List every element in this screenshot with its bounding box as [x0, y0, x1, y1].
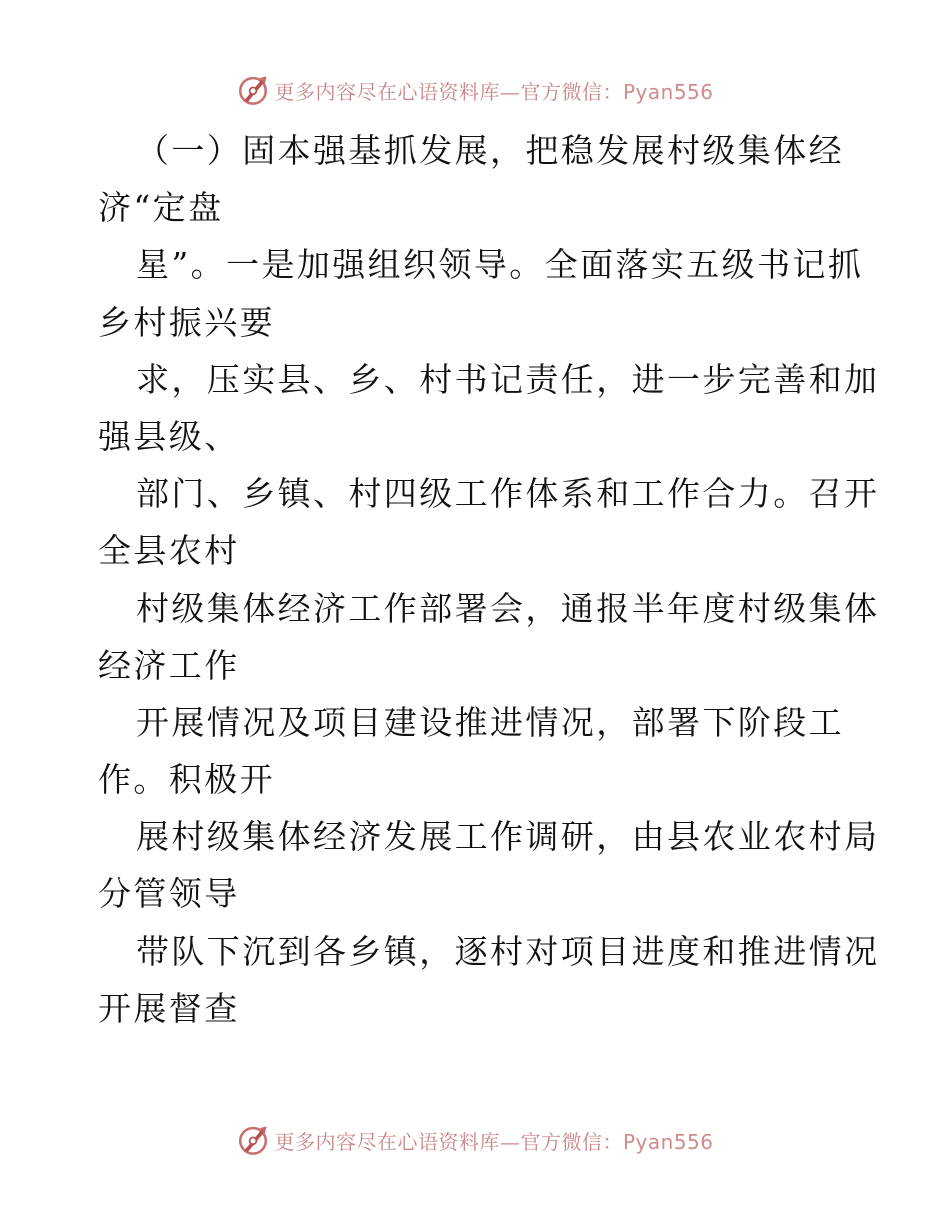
watermark-wechat-label: 官方微信： [520, 1129, 623, 1154]
text-line: 求，压实县、乡、村书记责任，进一步完善和加 [136, 359, 880, 399]
text-line: 展村级集体经济发展工作调研，由县农业农村局 [136, 817, 880, 857]
text-line: 济“定盘 [98, 188, 224, 228]
text-line: 星”。一是加强组织领导。全面落实五级书记抓 [136, 245, 864, 285]
footer-watermark [0, 1120, 950, 1160]
watermark-main-text: 更多内容尽在心语资料库 [274, 79, 500, 104]
text-line: 全县农村 [98, 531, 240, 571]
watermark-text [274, 1126, 713, 1155]
text-line: （一）固本强基抓发展，把稳发展村级集体经 [136, 131, 844, 170]
watermark-wechat-id: Pyan556 [622, 1129, 714, 1154]
text-line: 作。积极开 [98, 760, 275, 800]
text-line: 经济工作 [98, 645, 240, 685]
watermark-wechat-label: 官方微信： [520, 79, 623, 104]
document-body [98, 122, 880, 1037]
text-line: 乡村振兴要 [98, 302, 275, 342]
quill-pen-circle-icon [236, 73, 270, 107]
watermark-text [274, 76, 713, 105]
quill-pen-circle-icon [236, 1123, 270, 1157]
text-line: 开展督查 [98, 988, 240, 1028]
text-line: 强县级、 [98, 416, 240, 456]
header-watermark [0, 70, 950, 110]
text-line: 村级集体经济工作部署会，通报半年度村级集体 [136, 588, 880, 628]
text-line: 分管领导 [98, 874, 240, 914]
text-line: 开展情况及项目建设推进情况，部署下阶段工 [136, 702, 844, 742]
watermark-main-text: 更多内容尽在心语资料库 [274, 1129, 500, 1154]
watermark-separator: — [499, 79, 521, 104]
watermark-wechat-id: Pyan556 [622, 79, 714, 104]
watermark-separator: — [499, 1129, 521, 1154]
text-line: 带队下沉到各乡镇，逐村对项目进度和推进情况 [136, 931, 880, 971]
text-line: 部门、乡镇、村四级工作体系和工作合力。召开 [136, 474, 880, 514]
